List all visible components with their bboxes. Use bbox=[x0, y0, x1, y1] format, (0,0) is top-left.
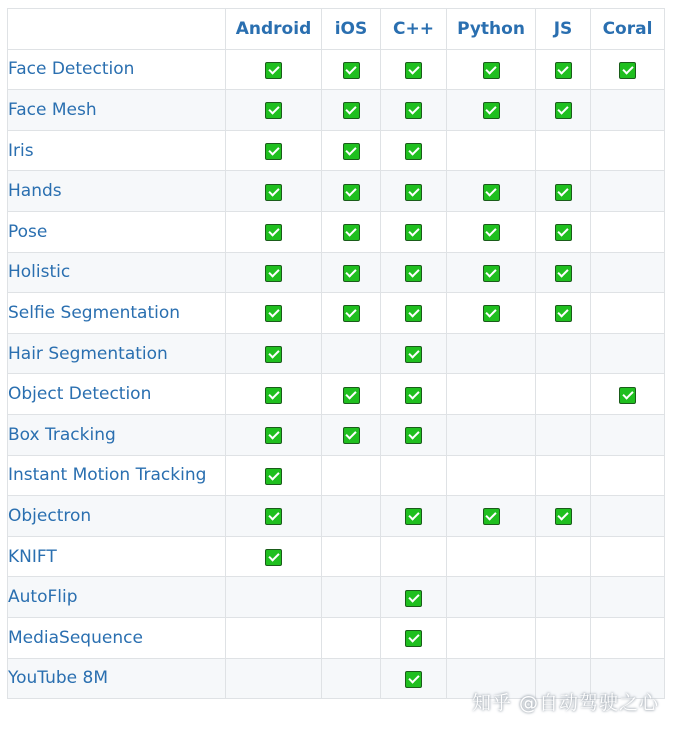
table-row bbox=[8, 49, 665, 90]
support-cell-ios bbox=[322, 536, 381, 577]
green-check-icon bbox=[405, 143, 422, 160]
table-row bbox=[8, 455, 665, 496]
support-cell-js bbox=[536, 455, 591, 496]
support-cell-cpp bbox=[381, 90, 447, 131]
support-cell-android bbox=[226, 658, 322, 699]
table-row bbox=[8, 414, 665, 455]
support-cell-cpp bbox=[381, 293, 447, 334]
solution-name-link[interactable]: Selfie Segmentation bbox=[8, 293, 226, 334]
support-cell-cpp bbox=[381, 333, 447, 374]
support-cell-python bbox=[447, 252, 536, 293]
header-python: Python bbox=[447, 9, 536, 50]
green-check-icon bbox=[405, 508, 422, 525]
support-cell-ios bbox=[322, 455, 381, 496]
green-check-icon bbox=[265, 265, 282, 282]
green-check-icon bbox=[555, 508, 572, 525]
green-check-icon bbox=[483, 265, 500, 282]
support-cell-coral bbox=[591, 455, 665, 496]
green-check-icon bbox=[405, 305, 422, 322]
support-cell-python bbox=[447, 293, 536, 334]
support-cell-android bbox=[226, 577, 322, 618]
support-cell-ios bbox=[322, 171, 381, 212]
green-check-icon bbox=[405, 102, 422, 119]
solution-name-link[interactable]: Hair Segmentation bbox=[8, 333, 226, 374]
support-cell-python bbox=[447, 49, 536, 90]
support-cell-python bbox=[447, 455, 536, 496]
support-cell-cpp bbox=[381, 536, 447, 577]
support-cell-js bbox=[536, 171, 591, 212]
solution-name-link[interactable]: MediaSequence bbox=[8, 617, 226, 658]
green-check-icon bbox=[405, 346, 422, 363]
solution-name-link[interactable]: Face Mesh bbox=[8, 90, 226, 131]
green-check-icon bbox=[265, 102, 282, 119]
header-cpp: C++ bbox=[381, 9, 447, 50]
support-cell-python bbox=[447, 333, 536, 374]
table-row bbox=[8, 577, 665, 618]
header-row bbox=[8, 9, 665, 50]
table-row bbox=[8, 374, 665, 415]
solution-name-link[interactable]: Face Detection bbox=[8, 49, 226, 90]
support-cell-coral bbox=[591, 49, 665, 90]
support-cell-ios bbox=[322, 414, 381, 455]
support-cell-android bbox=[226, 414, 322, 455]
support-cell-python bbox=[447, 617, 536, 658]
support-cell-android bbox=[226, 252, 322, 293]
header-coral: Coral bbox=[591, 9, 665, 50]
support-cell-cpp bbox=[381, 617, 447, 658]
green-check-icon bbox=[483, 508, 500, 525]
support-cell-python bbox=[447, 130, 536, 171]
support-cell-android bbox=[226, 617, 322, 658]
support-cell-python bbox=[447, 577, 536, 618]
header-js: JS bbox=[536, 9, 591, 50]
solution-name-link[interactable]: Object Detection bbox=[8, 374, 226, 415]
table-row bbox=[8, 496, 665, 537]
support-cell-cpp bbox=[381, 211, 447, 252]
green-check-icon bbox=[483, 184, 500, 201]
green-check-icon bbox=[405, 630, 422, 647]
solution-name-link[interactable]: Pose bbox=[8, 211, 226, 252]
support-cell-coral bbox=[591, 171, 665, 212]
support-cell-python bbox=[447, 211, 536, 252]
support-cell-ios bbox=[322, 252, 381, 293]
support-cell-js bbox=[536, 211, 591, 252]
support-cell-cpp bbox=[381, 374, 447, 415]
table-row bbox=[8, 90, 665, 131]
support-cell-cpp bbox=[381, 130, 447, 171]
support-cell-coral bbox=[591, 211, 665, 252]
support-cell-coral bbox=[591, 577, 665, 618]
green-check-icon bbox=[405, 671, 422, 688]
support-cell-android bbox=[226, 374, 322, 415]
support-cell-js bbox=[536, 374, 591, 415]
green-check-icon bbox=[405, 224, 422, 241]
green-check-icon bbox=[343, 224, 360, 241]
support-cell-cpp bbox=[381, 49, 447, 90]
support-cell-js bbox=[536, 49, 591, 90]
header-ios: iOS bbox=[322, 9, 381, 50]
green-check-icon bbox=[343, 184, 360, 201]
support-cell-cpp bbox=[381, 455, 447, 496]
green-check-icon bbox=[343, 62, 360, 79]
solution-name-link[interactable]: Box Tracking bbox=[8, 414, 226, 455]
support-cell-ios bbox=[322, 333, 381, 374]
green-check-icon bbox=[265, 346, 282, 363]
support-cell-python bbox=[447, 90, 536, 131]
support-cell-android bbox=[226, 455, 322, 496]
green-check-icon bbox=[619, 62, 636, 79]
green-check-icon bbox=[265, 508, 282, 525]
support-cell-cpp bbox=[381, 252, 447, 293]
green-check-icon bbox=[343, 102, 360, 119]
table-row bbox=[8, 171, 665, 212]
support-cell-js bbox=[536, 577, 591, 618]
support-cell-coral bbox=[591, 414, 665, 455]
header-android: Android bbox=[226, 9, 322, 50]
green-check-icon bbox=[343, 143, 360, 160]
table-row bbox=[8, 617, 665, 658]
support-cell-ios bbox=[322, 658, 381, 699]
green-check-icon bbox=[555, 305, 572, 322]
support-cell-coral bbox=[591, 90, 665, 131]
green-check-icon bbox=[483, 224, 500, 241]
support-cell-ios bbox=[322, 374, 381, 415]
solution-name-link[interactable]: Instant Motion Tracking bbox=[8, 455, 226, 496]
green-check-icon bbox=[619, 387, 636, 404]
support-cell-cpp bbox=[381, 414, 447, 455]
solution-name-link[interactable]: YouTube 8M bbox=[8, 658, 226, 699]
green-check-icon bbox=[405, 387, 422, 404]
support-cell-coral bbox=[591, 496, 665, 537]
support-cell-ios bbox=[322, 496, 381, 537]
table-row bbox=[8, 252, 665, 293]
green-check-icon bbox=[483, 62, 500, 79]
support-cell-js bbox=[536, 414, 591, 455]
solution-name-link[interactable]: Holistic bbox=[8, 252, 226, 293]
green-check-icon bbox=[555, 184, 572, 201]
green-check-icon bbox=[555, 102, 572, 119]
solution-name-link[interactable]: Objectron bbox=[8, 496, 226, 537]
support-cell-ios bbox=[322, 49, 381, 90]
support-cell-coral bbox=[591, 374, 665, 415]
green-check-icon bbox=[555, 224, 572, 241]
support-cell-coral bbox=[591, 252, 665, 293]
table-row bbox=[8, 333, 665, 374]
green-check-icon bbox=[265, 468, 282, 485]
support-cell-js bbox=[536, 496, 591, 537]
table-row bbox=[8, 536, 665, 577]
support-cell-android bbox=[226, 496, 322, 537]
support-cell-cpp bbox=[381, 496, 447, 537]
support-cell-coral bbox=[591, 293, 665, 334]
support-cell-android bbox=[226, 49, 322, 90]
solution-name-link[interactable]: KNIFT bbox=[8, 536, 226, 577]
header-blank bbox=[8, 9, 226, 50]
green-check-icon bbox=[405, 184, 422, 201]
support-cell-coral bbox=[591, 617, 665, 658]
support-cell-python bbox=[447, 496, 536, 537]
green-check-icon bbox=[405, 265, 422, 282]
table-row bbox=[8, 211, 665, 252]
support-cell-ios bbox=[322, 617, 381, 658]
support-cell-cpp bbox=[381, 577, 447, 618]
support-cell-js bbox=[536, 130, 591, 171]
support-cell-android bbox=[226, 90, 322, 131]
solution-name-link[interactable]: Iris bbox=[8, 130, 226, 171]
green-check-icon bbox=[265, 549, 282, 566]
support-cell-ios bbox=[322, 90, 381, 131]
support-cell-android bbox=[226, 171, 322, 212]
support-cell-js bbox=[536, 293, 591, 334]
green-check-icon bbox=[265, 427, 282, 444]
support-cell-js bbox=[536, 90, 591, 131]
support-cell-coral bbox=[591, 536, 665, 577]
support-cell-python bbox=[447, 414, 536, 455]
watermark-text: 知乎 @自动驾驶之心 bbox=[471, 692, 659, 714]
support-cell-python bbox=[447, 171, 536, 212]
support-cell-android bbox=[226, 130, 322, 171]
green-check-icon bbox=[343, 265, 360, 282]
support-cell-js bbox=[536, 333, 591, 374]
support-cell-ios bbox=[322, 577, 381, 618]
support-cell-ios bbox=[322, 211, 381, 252]
green-check-icon bbox=[483, 102, 500, 119]
support-cell-ios bbox=[322, 130, 381, 171]
support-cell-coral bbox=[591, 333, 665, 374]
solution-name-link[interactable]: AutoFlip bbox=[8, 577, 226, 618]
green-check-icon bbox=[265, 224, 282, 241]
platform-support-table bbox=[7, 8, 665, 699]
table-body bbox=[8, 49, 665, 699]
green-check-icon bbox=[265, 305, 282, 322]
table-row bbox=[8, 130, 665, 171]
green-check-icon bbox=[343, 305, 360, 322]
support-cell-android bbox=[226, 293, 322, 334]
green-check-icon bbox=[555, 62, 572, 79]
support-cell-python bbox=[447, 374, 536, 415]
green-check-icon bbox=[483, 305, 500, 322]
support-cell-coral bbox=[591, 130, 665, 171]
solution-name-link[interactable]: Hands bbox=[8, 171, 226, 212]
green-check-icon bbox=[265, 184, 282, 201]
green-check-icon bbox=[343, 427, 360, 444]
support-cell-cpp bbox=[381, 171, 447, 212]
green-check-icon bbox=[405, 427, 422, 444]
support-cell-js bbox=[536, 536, 591, 577]
support-cell-android bbox=[226, 536, 322, 577]
support-cell-js bbox=[536, 252, 591, 293]
green-check-icon bbox=[265, 62, 282, 79]
green-check-icon bbox=[555, 265, 572, 282]
support-cell-python bbox=[447, 536, 536, 577]
support-cell-js bbox=[536, 617, 591, 658]
support-cell-android bbox=[226, 211, 322, 252]
green-check-icon bbox=[265, 143, 282, 160]
green-check-icon bbox=[343, 387, 360, 404]
support-cell-ios bbox=[322, 293, 381, 334]
table-row bbox=[8, 293, 665, 334]
green-check-icon bbox=[405, 62, 422, 79]
green-check-icon bbox=[405, 590, 422, 607]
green-check-icon bbox=[265, 387, 282, 404]
support-cell-android bbox=[226, 333, 322, 374]
support-cell-cpp bbox=[381, 658, 447, 699]
